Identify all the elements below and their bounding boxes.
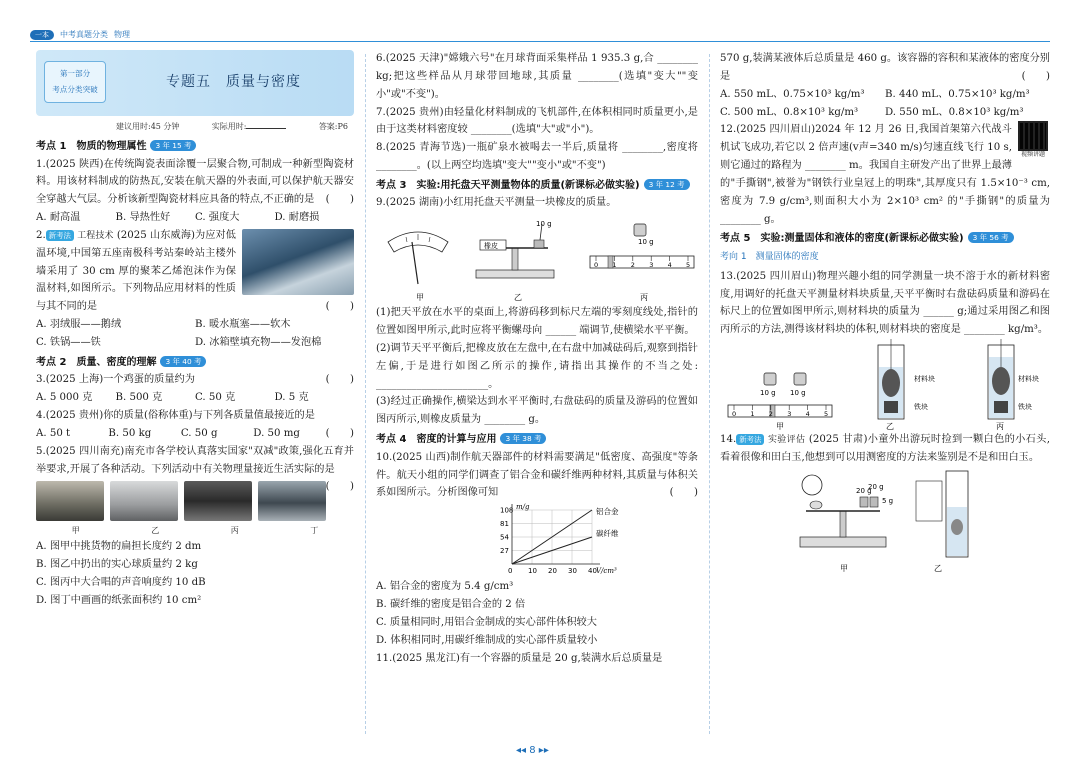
ruler-tick-label: 3 <box>787 410 792 419</box>
figure-labels <box>36 524 354 538</box>
weight-label: 10 g <box>638 238 654 247</box>
annotation: 铁块 <box>914 403 928 412</box>
figure-label: 乙 <box>151 526 160 536</box>
options <box>36 425 326 443</box>
y-tick-label: 54 <box>500 533 509 542</box>
question-text: 3.(2025 上海)一个鸡蛋的质量约为 <box>36 374 195 386</box>
option-c[interactable]: C. 图丙中大合唱的声音响度约 10 dB <box>36 577 206 589</box>
section-title: 考点 1 物质的物理属性 <box>36 141 147 152</box>
options <box>36 209 354 227</box>
option-b[interactable]: B. 导热性好 <box>115 212 171 224</box>
option-d[interactable]: D. 550 mL、0.8×10³ kg/m³ <box>885 106 1024 118</box>
part-badge <box>44 61 106 103</box>
question-9-part-3: (3)经过正确操作,横梁达到水平平衡时,右盘砝码的质量及游码的位置如图丙所示,则橡皮质量为 ________ g。 <box>376 396 698 426</box>
annotation: 铁块 <box>1018 403 1032 412</box>
frequency-badge: 3 年 56 考 <box>968 232 1014 243</box>
question-3 <box>36 371 354 389</box>
section-title: 考点 5 实验:测量固体和液体的密度(新课标必做实验) <box>720 233 964 245</box>
question-10 <box>376 449 698 503</box>
prev-page-icon[interactable]: ◂◂ <box>516 745 527 756</box>
answer-paren[interactable]: ( ) <box>325 194 354 206</box>
y-axis-label: m/g <box>516 503 530 512</box>
question-14: 14. 新考法 实验评估 (2025 甘肃)小童外出游玩时捡到一颗白色的小石头,看着很像和田白玉,他想到可以用测密度的方法来鉴别是不是和田白玉。 <box>720 434 1050 463</box>
mass-volume-chart <box>376 502 698 578</box>
answer-paren[interactable]: ( ) <box>325 427 354 439</box>
column-divider <box>365 54 366 734</box>
frequency-badge: 3 年 15 考 <box>150 140 196 151</box>
figure-label: 丙 <box>640 293 648 303</box>
ruler-tick-label: 5 <box>686 261 691 270</box>
answer-paren[interactable]: ( ) <box>325 374 354 386</box>
page-header <box>30 28 1050 42</box>
answer-paren[interactable]: ( ) <box>669 487 698 499</box>
question-2: 2. 新考法 工程技术 (2025 山东威海)为应对低温环境,中国第五座南极科考站秦岭站主楼外墙采用了 30 cm 厚的聚苯乙烯泡沫作为保温材料,如图所示。下列物品应用材料的性质与其不同的是 ( ) <box>36 227 354 316</box>
question-11-start: 11.(2025 黑龙江)有一个容器的质量是 20 g,装满水后总质量是 <box>376 652 663 664</box>
column-left <box>36 50 354 740</box>
option-c[interactable]: C. 50 克 <box>195 392 236 404</box>
density-experiment-figures <box>720 339 1050 431</box>
question-text: 1.(2025 陕西)在传统陶瓷表面涂覆一层聚合物,可制成一种新型陶瓷材料。用该材料制成的防热瓦,安装在航天器的外表面,可以保护航天器安全穿越大气层。分析该新型陶瓷材料应具备的特点,不正确的是 <box>36 158 354 206</box>
ruler-tick-label: 2 <box>768 410 773 419</box>
cylinder-b <box>878 339 904 419</box>
frequency-badge: 3 年 38 考 <box>500 433 546 444</box>
frequency-badge: 3 年 12 考 <box>644 179 690 190</box>
figure-label: 甲 <box>71 526 80 536</box>
ruler-tick-label: 0 <box>732 410 737 419</box>
weights-and-ruler <box>728 373 832 417</box>
option-a[interactable]: A. 羽绒服——鹅绒 <box>36 319 122 331</box>
option-a[interactable]: A. 5 000 克 <box>36 392 93 404</box>
section-title: 考点 2 质量、密度的理解 <box>36 356 157 368</box>
option-d[interactable]: D. 体积相同时,用碳纤维制成的实心部件质量较小 <box>376 634 598 646</box>
column-middle <box>376 50 698 740</box>
weight-label: 5 g <box>882 496 894 505</box>
figure-label: 丁 <box>310 526 319 536</box>
x-tick-label: 10 <box>528 567 537 576</box>
suggested-time: 建议用时:45 分钟 <box>116 122 180 131</box>
photo-carrying-pole <box>36 481 104 521</box>
x-tick-label: 30 <box>568 567 577 576</box>
answer-paren[interactable]: ( ) <box>1021 70 1050 82</box>
answer-page: 答案:P6 <box>318 122 348 131</box>
options <box>720 86 1050 122</box>
qr-code-icon[interactable] <box>1018 121 1048 151</box>
ruler-tick-label: 1 <box>750 410 755 419</box>
question-8: 8.(2025 青海节选)一瓶矿泉水被喝去一半后,质量将 ________,密度将 ________。(以上两空均选填"变大""变小"或"不变") <box>376 142 698 172</box>
pointer-scale-figure <box>388 232 448 284</box>
options <box>36 316 354 352</box>
question-text: 5.(2025 四川南充)南充市各学校认真落实国家"双减"政策,强化五育并举要求,开展了各种活动。下列活动中有关物理量接近生活实际的是 <box>36 445 354 475</box>
x-tick-label: 0 <box>508 567 513 576</box>
qr-block <box>1016 121 1050 159</box>
section-title: 考点 3 实验:用托盘天平测量物体的质量(新课标必做实验) <box>376 179 640 191</box>
new-method-badge: 新考法 <box>736 434 764 445</box>
figure-label: 乙 <box>934 563 942 573</box>
option-c[interactable]: C. 50 g <box>180 427 218 439</box>
x-tick-label: 20 <box>548 567 557 576</box>
option-d[interactable]: D. 50 mg <box>253 427 300 439</box>
ruler-tick-label: 1 <box>612 261 617 270</box>
option-b[interactable]: B. 500 克 <box>115 392 163 404</box>
section-heading <box>36 138 354 156</box>
section-title: 考点 4 密度的计算与应用 <box>376 434 497 446</box>
direction-heading: 考向 1 测量固体的密度 <box>720 251 819 262</box>
time-row <box>116 120 348 134</box>
photo-painting <box>258 481 326 521</box>
question-text: 4.(2025 贵州)你的质量(俗称体重)与下列各质量值最接近的是 <box>36 409 315 421</box>
part-label: 第一部分 <box>59 69 91 78</box>
page-number <box>516 742 549 760</box>
new-method-badge: 新考法 <box>46 230 74 241</box>
option-d[interactable]: D. 5 克 <box>274 392 309 404</box>
subject-name: 物理 <box>114 29 130 39</box>
option-c[interactable]: C. 质量相同时,用铝合金制成的实心部件体积较大 <box>376 616 597 628</box>
x-axis-label: V/cm³ <box>596 567 617 576</box>
frequency-badge: 3 年 40 考 <box>160 356 206 367</box>
weight-label: 20 g <box>856 486 872 495</box>
option-a[interactable]: A. 图甲中挑货物的扁担长度约 2 dm <box>36 541 202 553</box>
question-11-rest: 570 g,装满某液体后总质量是 460 g。该容器的容积和某液体的密度分别是 ( ) <box>720 50 1050 86</box>
topic-banner <box>36 50 354 116</box>
option-b[interactable]: B. 暖水瓶塞——软木 <box>195 319 291 331</box>
column-right <box>720 50 1050 740</box>
answer-paren[interactable]: ( ) <box>325 301 354 313</box>
question-type: 实验评估 <box>767 435 806 446</box>
figure-label: 甲 <box>416 293 424 303</box>
figure-label: 甲 <box>776 422 784 432</box>
photo-choir <box>184 481 252 521</box>
figure-label: 丙 <box>230 526 239 536</box>
y-tick-label: 81 <box>500 520 509 529</box>
option-a[interactable]: A. 550 mL、0.75×10³ kg/m³ <box>720 88 865 100</box>
qr-caption: 视频讲题 <box>1020 151 1045 159</box>
photo-shot-put <box>110 481 178 521</box>
question-9-part-1: (1)把天平放在水平的桌面上,将游码移到标尺左端的零刻度线处,指针的位置如图甲所示,此时应将平衡螺母向 ______ 端调节,使横梁水平平衡。 <box>376 307 698 337</box>
options <box>36 538 354 609</box>
figure-label: 丙 <box>996 422 1004 432</box>
topic-title: 专题五 质量与密度 <box>166 74 301 90</box>
section-heading <box>376 177 698 195</box>
option-a[interactable]: A. 50 t <box>36 427 71 439</box>
question-text: (2025 山东威海)为应对低温环境,中国第五座南极科考站秦岭站主楼外墙采用了 30 cm 厚的聚苯乙烯泡沫作为保温材料,如图所示。下列物品应用材料的性质与其不同的是 <box>36 229 236 313</box>
balance-figures <box>376 212 698 304</box>
column-divider <box>709 54 710 734</box>
option-a[interactable]: A. 耐高温 <box>36 212 81 224</box>
series-label: 碳纤维 <box>596 529 619 539</box>
weight-label: 20 g <box>868 482 884 491</box>
option-b[interactable]: B. 碳纤维的密度是铝合金的 2 倍 <box>376 599 526 611</box>
x-tick-label: 40 <box>588 567 597 576</box>
question-type: 工程技术 <box>77 230 114 241</box>
question-13: 13.(2025 四川眉山)物理兴趣小组的同学测量一块不溶于水的新材料密度,用调好的托盘天平测量材料块质量,天平平衡时右盘砝码质量和游码在标尺上的位置如图甲所示,则材料块的质量为 ______ g;通过采用图乙和图丙所示的方法,测得该材料块的体积,则材料块的密度是 ________ kg/m³。 <box>720 270 1050 336</box>
question-6: 6.(2025 天津)"嫦娥六号"在月球背面采集样品 1 935.3 g,合 ________ kg;把这些样品从月球带回地球,其质量 ________(选填"变大""变小"或"不变")。 <box>376 53 698 100</box>
section-heading <box>376 431 698 449</box>
options <box>36 389 354 407</box>
annotation: 材料块 <box>1018 375 1039 384</box>
option-d[interactable]: D. 图丁中画画的纸张面积约 10 cm² <box>36 594 202 606</box>
section-heading <box>36 354 354 372</box>
ruler-tick-label: 4 <box>805 410 810 419</box>
y-tick-label: 27 <box>500 547 509 556</box>
ruler-tick-label: 4 <box>667 261 672 270</box>
question-text: 10.(2025 山西)制作航天器部件的材料需要满足"低密度、高强度"等条件。航天小组的同学们调查了铝合金和碳纤维两种材料,其质量与体积关系如图所示。分析图像可知 <box>376 451 698 499</box>
option-c[interactable]: C. 500 mL、0.8×10³ kg/m³ <box>720 106 859 118</box>
ruler-tick-label: 0 <box>594 261 599 270</box>
options <box>376 578 698 649</box>
brand-logo: 一本 <box>30 30 54 40</box>
activity-photos <box>36 481 326 521</box>
weight-label: 10 g <box>536 220 552 229</box>
question-text: (2025 甘肃)小童外出游玩时捡到一颗白色的小石头,看着很像和田白玉,他想到可以用测密度的方法来鉴别是不是和田白玉。 <box>720 434 1050 463</box>
option-b[interactable]: B. 440 mL、0.75×10³ kg/m³ <box>885 88 1030 100</box>
figure-label: 乙 <box>886 422 894 432</box>
question-9-part-2: (2)调节天平平衡后,把橡皮放在左盘中,在右盘中加减砝码后,观察到指针左偏,于是进行如图乙所示的操作,请指出其操作的不当之处: ______________________。 <box>376 342 698 390</box>
antarctic-station-photo <box>242 229 354 295</box>
cylinder-c <box>988 339 1014 419</box>
question-12 <box>720 121 1050 228</box>
ruler-tick-label: 3 <box>649 261 654 270</box>
figure-label: 甲 <box>840 563 848 573</box>
option-b[interactable]: B. 图乙中扔出的实心球质量约 2 kg <box>36 559 198 571</box>
option-d[interactable]: D. 耐磨损 <box>274 212 320 224</box>
series-name: 中考真题分类 <box>60 29 108 39</box>
weight-label: 10 g <box>790 389 806 398</box>
weight-label: 10 g <box>760 389 776 398</box>
ruler-tick-label: 2 <box>630 261 635 270</box>
section-heading <box>720 230 1050 248</box>
option-b[interactable]: B. 50 kg <box>108 427 152 439</box>
page-number-value: 8 <box>529 745 536 756</box>
y-tick-label: 108 <box>500 506 514 515</box>
question-5 <box>36 443 354 493</box>
option-d[interactable]: D. 冰箱壁填充物——发泡棉 <box>195 336 322 348</box>
question-9: 9.(2025 湖南)小红用托盘天平测量一块橡皮的质量。 <box>376 197 617 209</box>
balance-with-eraser <box>476 224 554 278</box>
actual-time <box>212 120 287 134</box>
measuring-cylinder <box>916 471 968 557</box>
annotation: 材料块 <box>914 375 935 384</box>
question-text: 12.(2025 四川眉山)2024 年 12 月 26 日,我国首架第六代战斗机试飞成功,若它以 2 倍声速(v声=340 m/s)匀速直线飞行 10 s,则它通过的路程为 ________ m。我国自主研发产出了世界上最薄的"手撕钢",被誉为"钢铁行业皇冠上的明珠",其厚度只有 1.5×10⁻³ cm,密度为 7.9 g/cm³,则面积大小为 2×10³ cm² 的"手撕钢"的质量为 ________ g。 <box>720 124 1050 225</box>
answer-paren[interactable]: ( ) <box>325 481 354 493</box>
eraser-label: 橡皮 <box>484 242 498 251</box>
weight-and-ruler <box>590 224 694 268</box>
stone-density-figures <box>720 467 1050 577</box>
question-1 <box>36 156 354 210</box>
figure-label: 乙 <box>514 293 522 303</box>
series-label: 铝合金 <box>596 507 619 517</box>
question-7: 7.(2025 贵州)由轻量化材料制成的飞机部件,在体积相同时质量更小,是由于这类材料密度较 ________(选填"大"或"小")。 <box>376 106 698 136</box>
option-a[interactable]: A. 铝合金的密度为 5.4 g/cm³ <box>376 581 514 593</box>
actual-time-blank[interactable] <box>246 120 286 129</box>
option-c[interactable]: C. 强度大 <box>195 212 240 224</box>
ruler-tick-label: 5 <box>824 410 829 419</box>
part-subtitle: 考点分类突破 <box>52 85 98 94</box>
option-c[interactable]: C. 铁锅——铁 <box>36 336 101 348</box>
actual-time-label: 实际用时: <box>211 122 247 131</box>
next-page-icon[interactable]: ▸▸ <box>538 745 549 756</box>
